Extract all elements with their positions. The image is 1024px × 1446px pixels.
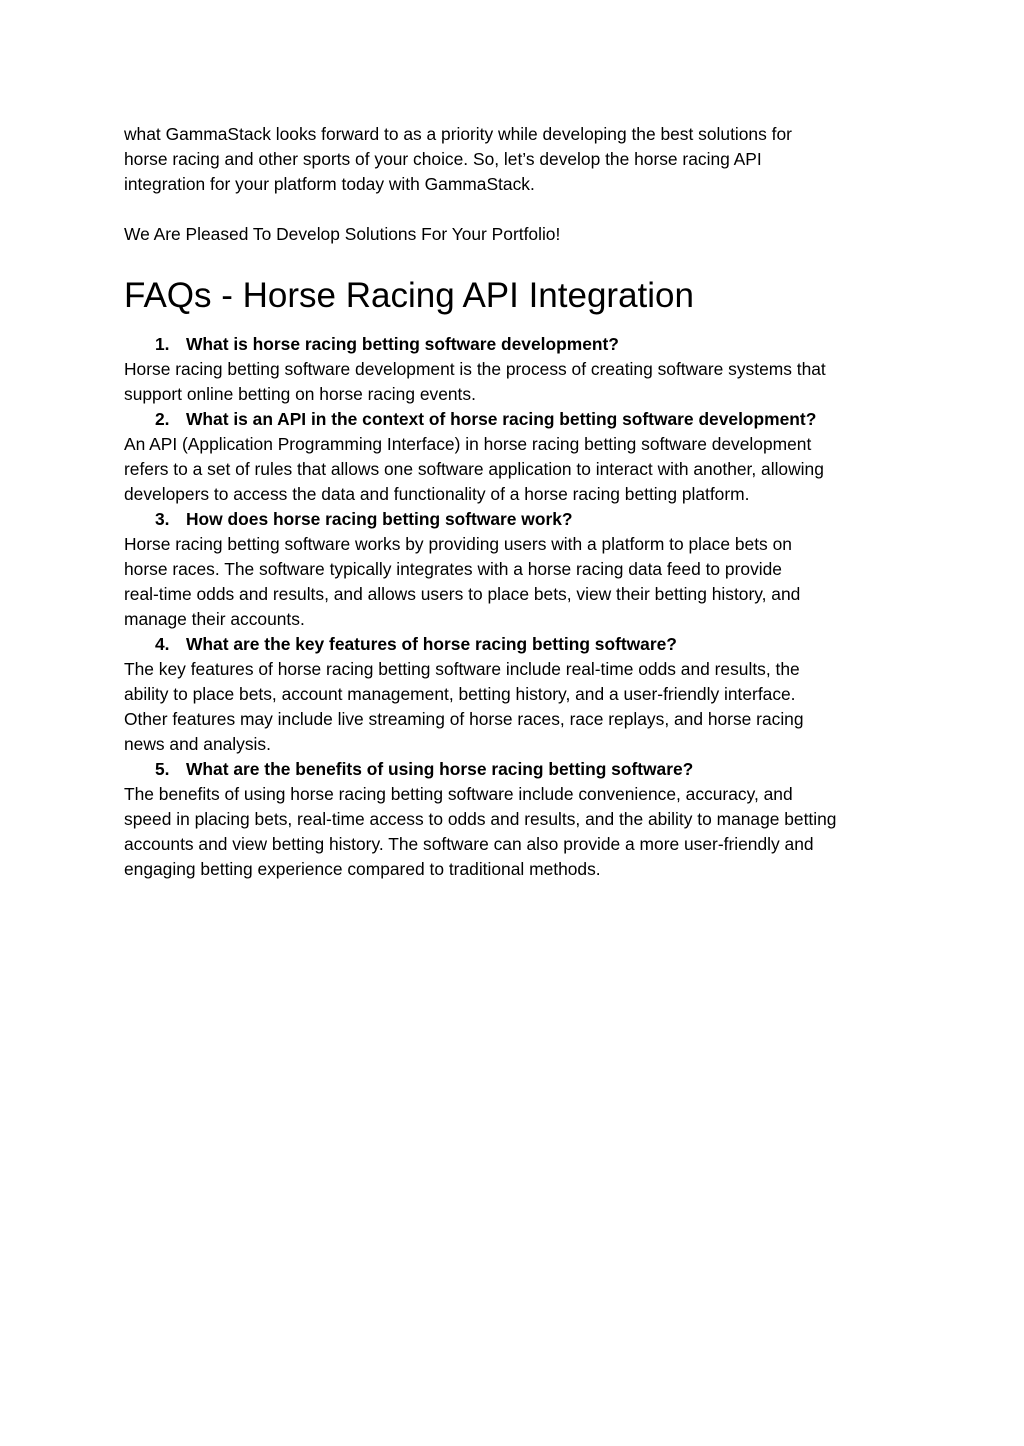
faq-answer (124, 782, 914, 882)
faq-question-text: What is horse racing betting software development? (186, 334, 619, 354)
tagline: We Are Pleased To Develop Solutions For Your Portfolio! (124, 224, 561, 244)
faq-answer-line: speed in placing bets, real-time access to odds and results, and the ability to manage betting (124, 809, 837, 829)
faq-question-text: What is an API in the context of horse racing betting software development? (186, 409, 817, 429)
faq-answer (124, 357, 914, 407)
faq-answer-line: support online betting on horse racing events. (124, 384, 476, 404)
paragraph-spacer (124, 197, 914, 222)
faq-answer-line: Other features may include live streaming of horse races, race replays, and horse racing (124, 709, 804, 729)
faq-answer-line: refers to a set of rules that allows one software application to interact with another, allowing (124, 459, 824, 479)
intro-line: integration for your platform today with GammaStack. (124, 174, 535, 194)
faq-answer-line: ability to place bets, account management, betting history, and a user-friendly interface. (124, 684, 796, 704)
intro-line: horse racing and other sports of your choice. So, let’s develop the horse racing API (124, 149, 762, 169)
faq-number: 1. (155, 334, 170, 354)
faq-question (124, 407, 914, 432)
faq-question (124, 507, 914, 532)
faq-answer-line: An API (Application Programming Interface) in horse racing betting software development (124, 434, 812, 454)
faq-answer-line: The key features of horse racing betting software include real-time odds and results, the (124, 659, 800, 679)
faq-question-text: What are the key features of horse racing betting software? (186, 634, 677, 654)
faq-number: 5. (155, 759, 170, 779)
faq-number: 2. (155, 409, 170, 429)
faq-number: 3. (155, 509, 170, 529)
faq-answer-line: horse races. The software typically integrates with a horse racing data feed to provide (124, 559, 782, 579)
faq-item (124, 632, 914, 757)
faq-number: 4. (155, 634, 170, 654)
faq-answer (124, 532, 914, 632)
intro-line: what GammaStack looks forward to as a priority while developing the best solutions for (124, 124, 792, 144)
faq-answer-line: accounts and view betting history. The software can also provide a more user-friendly and (124, 834, 814, 854)
document-page (124, 122, 914, 882)
faq-answer-line: developers to access the data and functionality of a horse racing betting platform. (124, 484, 750, 504)
faq-answer (124, 432, 914, 507)
faq-question-text: What are the benefits of using horse racing betting software? (186, 759, 694, 779)
faq-item (124, 407, 914, 507)
faq-item (124, 507, 914, 632)
faq-answer-line: news and analysis. (124, 734, 271, 754)
faq-question (124, 632, 914, 657)
faq-question (124, 332, 914, 357)
faq-answer-line: Horse racing betting software development is the process of creating software systems that (124, 359, 826, 379)
faq-answer (124, 657, 914, 757)
faq-heading: FAQs - Horse Racing API Integration (124, 276, 694, 315)
faq-answer-line: The benefits of using horse racing betting software include convenience, accuracy, and (124, 784, 793, 804)
faq-item (124, 332, 914, 407)
faq-item (124, 757, 914, 882)
intro-paragraph (124, 122, 914, 197)
faq-answer-line: manage their accounts. (124, 609, 305, 629)
faq-answer-line: engaging betting experience compared to traditional methods. (124, 859, 601, 879)
faq-answer-line: real-time odds and results, and allows users to place bets, view their betting history, and (124, 584, 801, 604)
faq-question (124, 757, 914, 782)
faq-list (124, 332, 914, 882)
faq-question-text: How does horse racing betting software work? (186, 509, 573, 529)
faq-answer-line: Horse racing betting software works by providing users with a platform to place bets on (124, 534, 792, 554)
